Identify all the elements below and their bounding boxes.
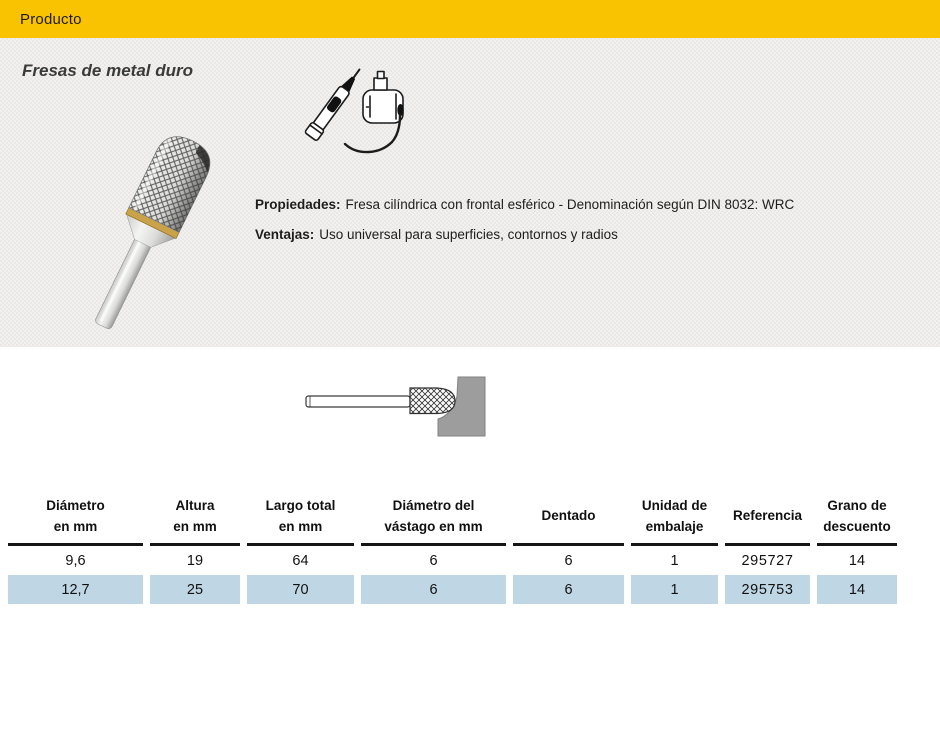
col-header-line: embalaje: [645, 518, 704, 534]
table-cell[interactable]: 6: [513, 575, 624, 604]
table-cell-referencia[interactable]: 295727: [725, 546, 810, 575]
col-header-line: en mm: [278, 518, 323, 534]
table-cell[interactable]: 9,6: [8, 546, 143, 575]
product-family-title: Fresas de metal duro: [22, 61, 194, 80]
col-header-line: en mm: [53, 518, 98, 534]
col-header-grano-descuento: [817, 488, 897, 546]
properties-text: Fresa cilíndrica con frontal esférico - Denominación según DIN 8032: WRC: [345, 197, 795, 212]
col-header-line: Diámetro: [46, 497, 105, 513]
rotary-tool-illustration-svg: [300, 60, 430, 160]
table-cell[interactable]: 64: [247, 546, 354, 575]
col-header-referencia: [725, 488, 810, 546]
table-cell[interactable]: 14: [817, 575, 897, 604]
product-table: [8, 488, 897, 604]
page-section-label: Producto: [20, 10, 82, 28]
rotary-tool-illustration: [300, 60, 430, 160]
col-header-line: Largo total: [265, 497, 336, 513]
properties-line: [255, 196, 875, 213]
table-cell[interactable]: 19: [150, 546, 240, 575]
table-cell[interactable]: 70: [247, 575, 354, 604]
col-header-line: en mm: [173, 518, 217, 534]
col-header-line: Altura: [175, 497, 215, 513]
col-header-line: descuento: [823, 518, 891, 534]
col-header-line: Referencia: [732, 508, 803, 523]
technical-drawing-svg: [293, 358, 493, 450]
product-hero-panel: [0, 38, 940, 347]
col-header-diametro: [8, 488, 143, 546]
table-cell[interactable]: 12,7: [8, 575, 143, 604]
advantages-label: Ventajas:: [255, 227, 315, 242]
advantages-text: Uso universal para superficies, contornos y radios: [319, 227, 618, 242]
col-header-line: Dentado: [541, 508, 596, 523]
table-cell[interactable]: 6: [513, 546, 624, 575]
table-cell[interactable]: 25: [150, 575, 240, 604]
product-photo-burr: [66, 120, 241, 335]
table-cell-referencia[interactable]: 295753: [725, 575, 810, 604]
table-cell[interactable]: 14: [817, 546, 897, 575]
col-header-line: Unidad de: [641, 497, 708, 513]
carbide-burr-photo-svg: [66, 120, 241, 335]
col-header-unidad-embalaje: [631, 488, 718, 546]
properties-label: Propiedades:: [255, 197, 341, 212]
app-header: [0, 0, 940, 38]
table-cell[interactable]: 6: [361, 546, 506, 575]
col-header-altura: [150, 488, 240, 546]
product-description: [255, 196, 875, 256]
advantages-line: [255, 226, 875, 243]
col-header-line: Grano de: [827, 497, 887, 513]
col-header-line: vástago en mm: [384, 518, 483, 534]
table-cell[interactable]: 1: [631, 546, 718, 575]
table-cell[interactable]: 6: [361, 575, 506, 604]
col-header-dentado: [513, 488, 624, 546]
col-header-line: Diámetro del: [392, 497, 475, 513]
table-cell[interactable]: 1: [631, 575, 718, 604]
col-header-largo-total: [247, 488, 354, 546]
col-header-diametro-vastago: [361, 488, 506, 546]
technical-drawing-burr: [293, 358, 493, 450]
